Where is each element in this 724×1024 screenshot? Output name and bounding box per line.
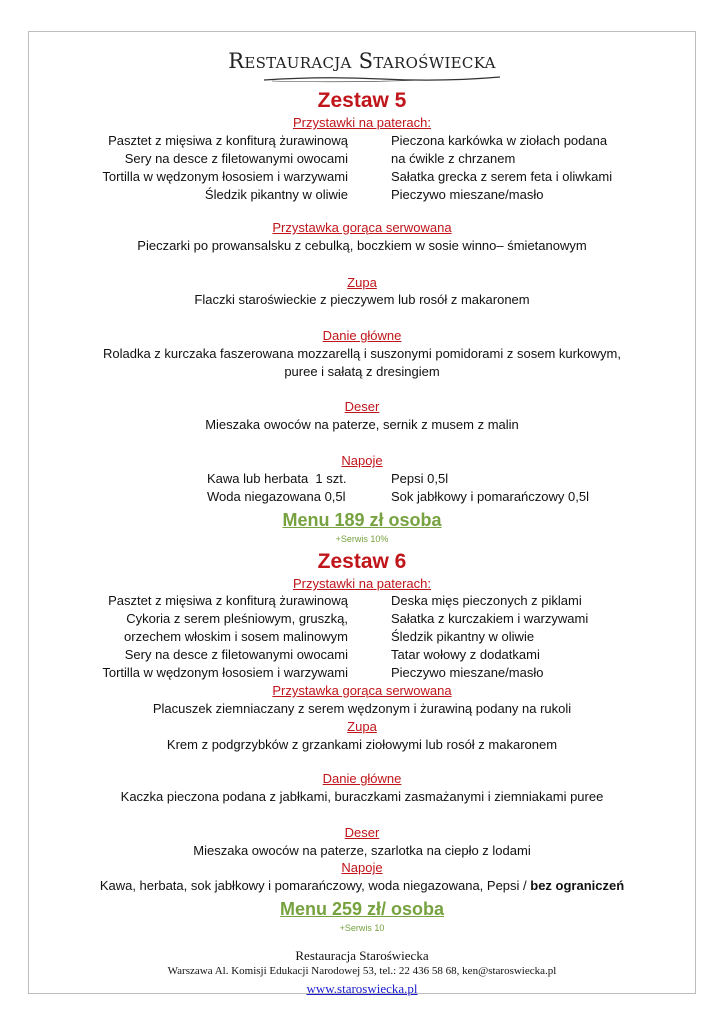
menu-item: Sałatka grecka z serem feta i oliwkami bbox=[391, 169, 613, 184]
menu-item: Sok jabłkowy i pomarańczowy 0,5l bbox=[391, 489, 589, 504]
menu-item: na ćwikle z chrzanem bbox=[391, 151, 516, 166]
set5-cold-starters-right bbox=[391, 132, 612, 204]
set6-dessert-heading: Deser bbox=[344, 825, 380, 840]
set5-main-heading: Danie główne bbox=[322, 328, 402, 343]
set6-soup-heading: Zupa bbox=[347, 719, 377, 734]
set6-hot-starter-heading: Przystawka gorąca serwowana bbox=[272, 683, 452, 698]
set5-hot-starter-text: Pieczarki po prowansalsku z cebulką, boczkiem w sosie winno– śmietanowym bbox=[137, 238, 587, 253]
set6-main-text: Kaczka pieczona podana z jabłkami, buraczkami zasmażanymi i ziemniakami puree bbox=[120, 789, 604, 804]
footer-restaurant-name: Restauracja Staroświecka bbox=[295, 948, 429, 963]
set5-main-line2: puree i sałatą z dresingiem bbox=[284, 364, 440, 379]
set6-title: Zestaw 6 bbox=[317, 550, 407, 573]
set5-dessert-text: Mieszaka owoców na paterze, sernik z musem z malin bbox=[205, 417, 519, 432]
menu-item: Śledzik pikantny w oliwie bbox=[204, 187, 348, 202]
set5-drinks-left bbox=[207, 470, 346, 506]
menu-item: Pieczywo mieszane/masło bbox=[391, 665, 544, 680]
menu-item: Cykoria z serem pleśniowym, gruszką, bbox=[126, 611, 348, 626]
menu-item: Sery na desce z filetowanymi owocami bbox=[124, 647, 348, 662]
set6-drinks-heading: Napoje bbox=[341, 860, 383, 875]
menu-item: Pepsi 0,5l bbox=[391, 471, 449, 486]
menu-item: Sery na desce z filetowanymi owocami bbox=[124, 151, 348, 166]
menu-item: Tortilla w wędzonym łososiem i warzywami bbox=[102, 169, 348, 184]
logo-swash-ornament bbox=[262, 74, 502, 84]
set5-cold-starters-heading: Przystawki na paterach: bbox=[292, 115, 431, 130]
set6-drinks-text: Kawa, herbata, sok jabłkowy i pomarańczowy, woda niegazowana, Pepsi / bbox=[99, 878, 531, 893]
set5-service-charge: +Serwis 10% bbox=[335, 534, 389, 544]
menu-item: Śledzik pikantny w oliwie bbox=[391, 629, 535, 644]
set5-hot-starter-heading: Przystawka gorąca serwowana bbox=[272, 220, 452, 235]
set6-soup-text: Krem z podgrzybków z grzankami ziołowymi lub rosół z makaronem bbox=[166, 737, 558, 752]
menu-item: Kawa lub herbata 1 szt. bbox=[207, 471, 347, 486]
menu-item: Woda niegazowana 0,5l bbox=[207, 489, 346, 504]
menu-item: Tatar wołowy z dodatkami bbox=[391, 647, 540, 662]
menu-item: Pieczywo mieszane/masło bbox=[391, 187, 544, 202]
set6-cold-starters-heading: Przystawki na paterach: bbox=[292, 576, 431, 591]
set6-cold-starters-right bbox=[391, 592, 588, 682]
menu-item: Deska mięs pieczonych z piklami bbox=[391, 593, 582, 608]
menu-item: Sałatka z kurczakiem i warzywami bbox=[391, 611, 589, 626]
set6-cold-starters-left bbox=[102, 592, 348, 682]
set5-drinks-right bbox=[391, 470, 589, 506]
set6-hot-starter-text: Placuszek ziemniaczany z serem wędzonym i żurawiną podany na rukoli bbox=[152, 701, 572, 716]
menu-item: Tortilla w wędzonym łososiem i warzywami bbox=[102, 665, 348, 680]
set5-drinks-heading: Napoje bbox=[341, 453, 383, 468]
set6-dessert-text: Mieszaka owoców na paterze, szarlotka na ciepło z lodami bbox=[193, 843, 531, 858]
set5-soup-heading: Zupa bbox=[347, 275, 377, 290]
set6-price: Menu 259 zł/ osoba bbox=[279, 899, 445, 919]
menu-item: Pasztet z mięsiwa z konfiturą żurawinową bbox=[108, 133, 348, 148]
set5-price: Menu 189 zł osoba bbox=[282, 510, 442, 530]
menu-item: Pasztet z mięsiwa z konfiturą żurawinową bbox=[108, 593, 348, 608]
set5-main-line1: Roladka z kurczaka faszerowana mozzarellą i suszonymi pomidorami z sosem kurkowym, bbox=[102, 346, 621, 361]
set6-main-heading: Danie główne bbox=[322, 771, 402, 786]
menu-item: Pieczona karkówka w ziołach podana bbox=[391, 133, 608, 148]
menu-item: orzechem włoskim i sosem malinowym bbox=[124, 629, 348, 644]
set6-drinks-line bbox=[0, 877, 724, 895]
footer-website-link[interactable]: www.staroswiecka.pl bbox=[306, 981, 418, 996]
footer-address: Warszawa Al. Komisji Edukacji Narodowej 53, tel.: 22 436 58 68, ken@staroswiecka.pl bbox=[167, 965, 557, 977]
set5-soup-text: Flaczki staroświeckie z pieczywem lub rosół z makaronem bbox=[194, 292, 530, 307]
set5-title: Zestaw 5 bbox=[317, 89, 407, 112]
set6-drinks-unlimited: bez ograniczeń bbox=[530, 878, 625, 893]
restaurant-logo: Restauracja Staroświecka bbox=[228, 49, 496, 73]
set5-cold-starters-left bbox=[102, 132, 348, 204]
set5-dessert-heading: Deser bbox=[344, 399, 380, 414]
set6-service-charge: +Serwis 10 bbox=[339, 923, 385, 933]
